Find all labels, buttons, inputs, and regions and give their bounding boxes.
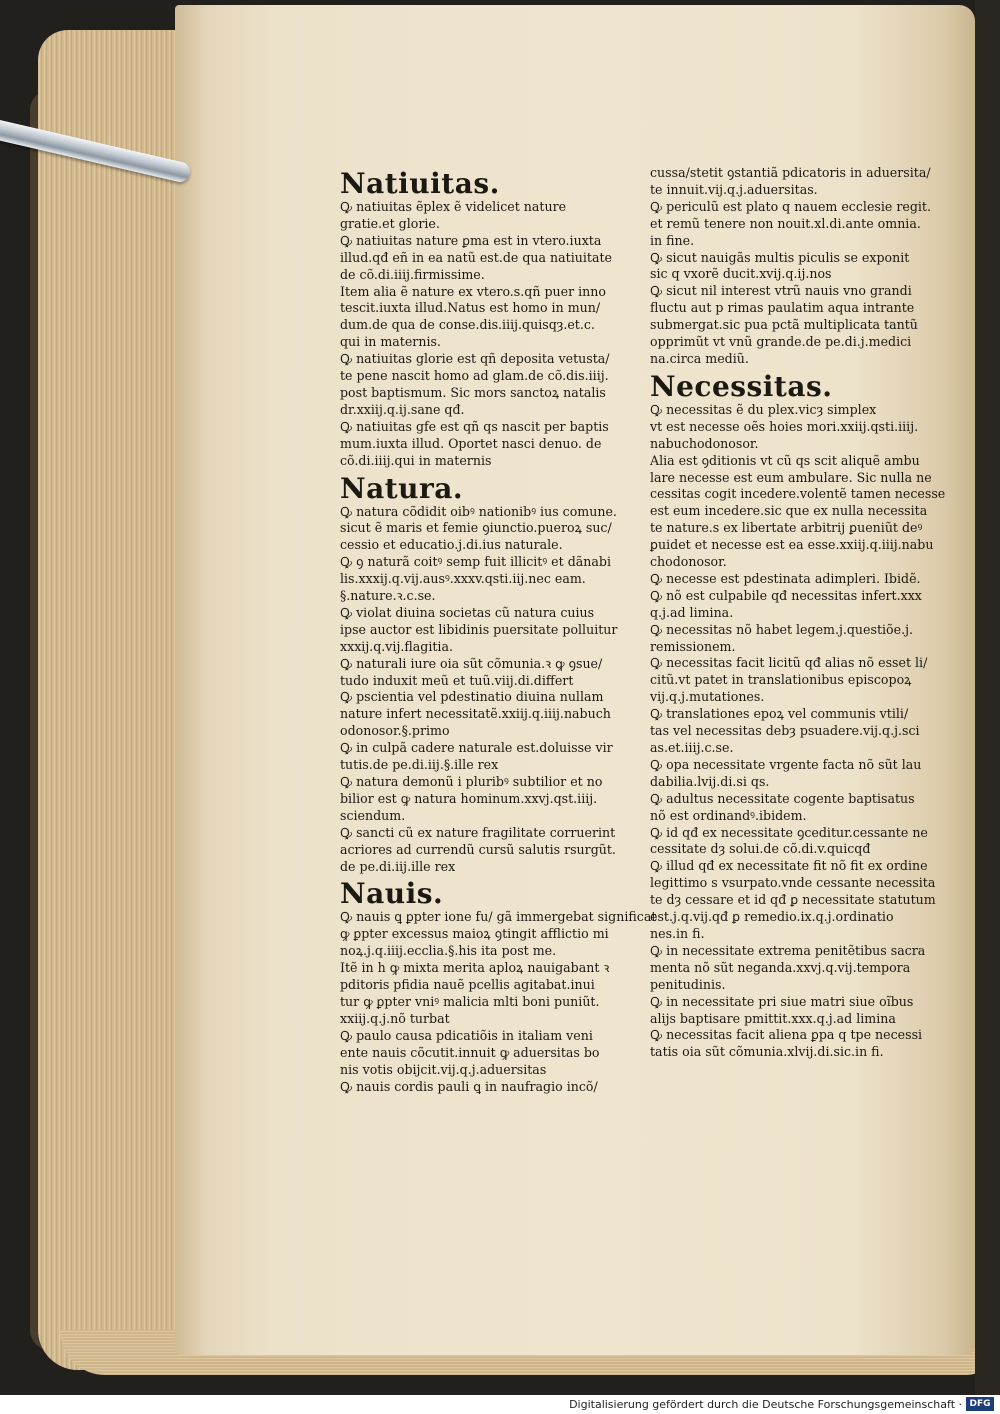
text-line: q.j.ad limina. xyxy=(650,604,734,620)
text-line: nõ est ordinandꝰ.ibidem. xyxy=(650,807,807,823)
text-line: sciendum. xyxy=(340,807,406,823)
text-line: vij.q.j.mutationes. xyxy=(650,689,765,705)
text-line: opprimũt vt vnũ grande.de pe.di.j.medici xyxy=(650,334,912,350)
text-line: te pene nascit homo ad glam.de cõ.dis.iiij. xyxy=(340,368,609,384)
text-line: Ꝙ periculũ est plato q nauem ecclesie regit. xyxy=(650,198,931,214)
text-line: remissionem. xyxy=(650,638,736,654)
text-line: Ꝙ opa necessitate vrgente facta nõ sũt lau xyxy=(650,756,922,772)
text-line: Ꝙ necessitas facit aliena ꝑpa q tpe necessi xyxy=(650,1027,923,1043)
text-line: in fine. xyxy=(650,232,695,248)
section-heading: Natiuitas. xyxy=(340,167,500,200)
text-line: Ꝙ in necessitate extrema penitẽtibus sacra xyxy=(650,942,926,958)
text-line: pditoris pfidia nauẽ pcellis agitabat.inui xyxy=(340,977,595,993)
text-line: acriores ad currendũ cursũ salutis rsurgũt. xyxy=(340,841,616,857)
text-line: Ꝙ ꝯ naturã coitꝰ semp fuit illicitꝰ et dãnabi xyxy=(340,554,611,570)
text-line: odonosor.§.primo xyxy=(340,723,450,739)
text-line: bilior est ꝙ natura hominum.xxvj.qst.iiij. xyxy=(340,790,598,806)
text-line: Ꝙ translationes epoꝝ vel communis vtili/ xyxy=(650,706,909,722)
footer-bar xyxy=(0,1395,1000,1414)
text-line: Ꝙ id qđ ex necessitate ꝯceditur.cessante ne xyxy=(650,824,928,840)
text-line: alijs baptisare pmittit.xxx.q.j.ad limina xyxy=(650,1010,896,1026)
text-line: Itẽ in h ꝙ mixta merita aploꝝ nauigabant ꝛ xyxy=(340,960,610,976)
book-page-edges xyxy=(38,30,188,1370)
text-line: de pe.di.iij.ille rex xyxy=(340,858,456,874)
text-line: ipse auctor est libidinis puersitate polluitur xyxy=(340,621,618,637)
text-line: Ꝙ sancti cũ ex nature fragilitate corruerint xyxy=(340,824,616,840)
text-line: lis.xxxij.q.vij.ausꝰ.xxxv.qsti.iij.nec eam. xyxy=(340,571,586,587)
text-line: Ꝙ natura demonũ i pluribꝰ subtilior et no xyxy=(340,774,603,789)
text-line: Ꝙ naturali iure oia sũt cõmunia.ꝛ ꝙ ꝯsue/ xyxy=(340,655,603,671)
text-line: Ꝙ illud qđ ex necessitate fit nõ fit ex ordine xyxy=(650,858,928,874)
text-line: Ꝙ in necessitate pri siue matri siue oĩbus xyxy=(650,993,914,1009)
right-background xyxy=(975,0,1000,1395)
text-line: nis votis obijcit.vij.q.j.aduersitas xyxy=(340,1061,547,1077)
text-line: submergat.sic pua pctã multiplicata tantũ xyxy=(650,317,918,333)
text-line: illud.qđ eñ in ea natũ est.de qua natiuitate xyxy=(340,249,612,265)
text-line: sic q vxorẽ ducit.xvij.q.ij.nos xyxy=(650,266,832,282)
text-line: Ꝙ necessitas facit licitũ qđ alias nõ esset li/ xyxy=(650,655,928,671)
left-text-column xyxy=(340,165,657,1095)
text-line: ꝑuidet et necesse est ea esse.xxiij.q.iiij.nabu xyxy=(650,537,934,553)
text-line: Ꝙ necesse est pdestinata adimpleri. Ibidẽ. xyxy=(650,570,921,586)
text-line: gratie.et glorie. xyxy=(340,215,440,231)
text-line: Ꝙ natiuitas ẽplex ẽ videlicet nature xyxy=(340,199,567,214)
text-line: Ꝙ necessitas ẽ du plex.vicȝ simplex xyxy=(650,401,877,417)
text-line: post baptismum. Sic mors sanctoꝝ natalis xyxy=(340,384,606,400)
text-line: Ꝙ nauis cordis pauli ꝗ in naufragio incõ/ xyxy=(340,1078,598,1094)
text-line: lare necesse est eum ambulare. Sic nulla ne xyxy=(650,469,932,485)
text-line: tatis oia sũt cõmunia.xlvij.di.sic.in fi. xyxy=(650,1044,884,1060)
text-line: cessitas cogit incedere.volentẽ tamen necesse xyxy=(650,486,946,502)
text-line: qui in maternis. xyxy=(340,334,441,350)
text-line: cõ.di.iiij.qui in maternis xyxy=(340,452,492,468)
text-line: sicut ẽ maris et femie ꝯiunctio.pueroꝝ suc/ xyxy=(340,520,612,536)
text-line: tas vel necessitas debȝ psuadere.vij.q.j.sci xyxy=(650,723,920,739)
section-heading: Necessitas. xyxy=(650,369,833,403)
text-line: est eum incedere.sic que ex nulla necessita xyxy=(650,503,928,519)
text-line: Item alia ẽ nature ex vtero.s.qñ puer inno xyxy=(340,283,606,299)
text-line: penitudinis. xyxy=(650,976,726,992)
text-line: cussa/stetit ꝯstantiã pdicatoris in aduersita/ xyxy=(650,165,931,180)
text-line: Ꝙ natiuitas glorie est qñ deposita vetusta/ xyxy=(340,351,610,367)
text-line: tescit.iuxta illud.Natus est homo in mun/ xyxy=(340,300,601,316)
text-line: Ꝙ paulo causa pdicatiõis in italiam veni xyxy=(340,1027,593,1043)
text-line: legittimo s vsurpato.vnde cessante necessita xyxy=(650,875,936,891)
text-line: et remũ tenere non nouit.xl.di.ante omnia. xyxy=(650,215,921,231)
page-text-area xyxy=(340,165,968,1125)
text-line: tur ꝙ ꝑpter vniꝰ malicia mlti boni puniũt. xyxy=(340,993,600,1009)
text-line: §.nature.ꝛ.c.se. xyxy=(340,588,436,604)
text-line: de cõ.di.iiij.firmissime. xyxy=(340,266,485,282)
text-line: as.et.iiij.c.se. xyxy=(650,740,734,755)
text-line: fluctu aut p rimas paulatim aqua intrante xyxy=(650,300,915,316)
text-line: xxxij.q.vij.flagitia. xyxy=(340,638,453,654)
text-line: mum.iuxta illud. Oportet nasci denuo. de xyxy=(340,435,602,451)
text-line: Ꝙ adultus necessitate cogente baptisatus xyxy=(650,790,915,806)
section-heading: Natura. xyxy=(340,471,464,505)
text-line: nes.in fi. xyxy=(650,925,705,941)
text-line: xxiij.q.j.nõ turbat xyxy=(340,1010,450,1026)
text-line: Ꝙ pscientia vel pdestinatio diuina nullam xyxy=(340,689,604,705)
text-line: cessio et educatio.j.di.ius naturale. xyxy=(340,537,563,553)
text-line: Ꝙ natura cõdidit oibꝰ nationibꝰ ius comune. xyxy=(340,503,617,519)
text-line: ꝙ ꝑpter excessus maioꝝ ꝯtingit afflictio mi xyxy=(340,926,609,942)
text-line: te nature.s ex libertate arbitrij ꝑueniũt deꝰ xyxy=(650,520,923,536)
text-line: citũ.vt patet in translationibus episcopoꝝ xyxy=(650,672,912,688)
text-line: dr.xxiij.q.ij.sane qđ. xyxy=(340,401,465,417)
text-line: Ꝙ necessitas nõ habet legem.j.questiõe.j. xyxy=(650,621,913,637)
text-line: Ꝙ sicut nauigãs multis piculis se exponit xyxy=(650,249,910,265)
text-line: nature infert necessitatẽ.xxiij.q.iiij.nabuch xyxy=(340,706,611,722)
text-line: vt est necesse oẽs hoies mori.xxiij.qsti.iiij. xyxy=(650,418,919,434)
text-line: Alia est ꝯditionis vt cũ qs scit aliquẽ ambu xyxy=(650,452,920,468)
text-line: Ꝙ sicut nil interest vtrũ nauis vno grandi xyxy=(650,283,912,299)
text-line: cessitate dȝ solui.de cõ.di.v.quicqđ xyxy=(650,841,871,857)
text-line: tudo induxit meũ et tuũ.viij.di.differt xyxy=(340,672,574,688)
text-line: Ꝙ violat diuina societas cũ natura cuius xyxy=(340,604,595,620)
text-line: est.j.q.vij.qđ ꝑ remedio.ix.q.j.ordinatio xyxy=(650,909,894,925)
text-line: te dȝ cessare et id qđ ꝑ necessitate statutum xyxy=(650,892,936,908)
text-line: Ꝙ natiuitas gfe est qñ qs nascit per baptis xyxy=(340,418,609,434)
footer-credit: Digitalisierung gefördert durch die Deutsche Forschungsgemeinschaft · xyxy=(569,1398,962,1411)
text-line: dabilia.lvij.di.si qs. xyxy=(650,773,770,789)
text-line: dum.de qua de conse.dis.iiij.quisqȝ.et.c. xyxy=(340,317,595,333)
text-line: Ꝙ in culpã cadere naturale est.doluisse vir xyxy=(340,740,613,756)
text-line: tutis.de pe.di.iij.§.ille rex xyxy=(340,757,499,773)
dfg-logo: DFG xyxy=(966,1397,994,1411)
text-line: te innuit.vij.q.j.aduersitas. xyxy=(650,181,818,197)
text-line: Ꝙ nauis ꝗ ꝑpter ione fu/ gã immergebat significat xyxy=(340,909,657,925)
text-line: menta nõ sũt neganda.xxvj.q.vij.tempora xyxy=(650,959,911,975)
text-line: ente nauis cõcutit.innuit ꝙ aduersitas bo xyxy=(340,1044,600,1060)
text-line: Ꝙ natiuitas nature ꝑma est in vtero.iuxta xyxy=(340,232,602,248)
text-line: nabuchodonosor. xyxy=(650,435,759,451)
text-line: Ꝙ nõ est culpabile qđ necessitas infert.xxx xyxy=(650,587,922,603)
text-line: na.circa mediũ. xyxy=(650,350,749,366)
right-text-column xyxy=(650,165,955,1061)
text-line: noꝝ.j.q.iiij.ecclia.§.his ita post me. xyxy=(340,943,557,959)
text-line: chodonosor. xyxy=(650,554,727,570)
section-heading: Nauis. xyxy=(340,877,444,911)
